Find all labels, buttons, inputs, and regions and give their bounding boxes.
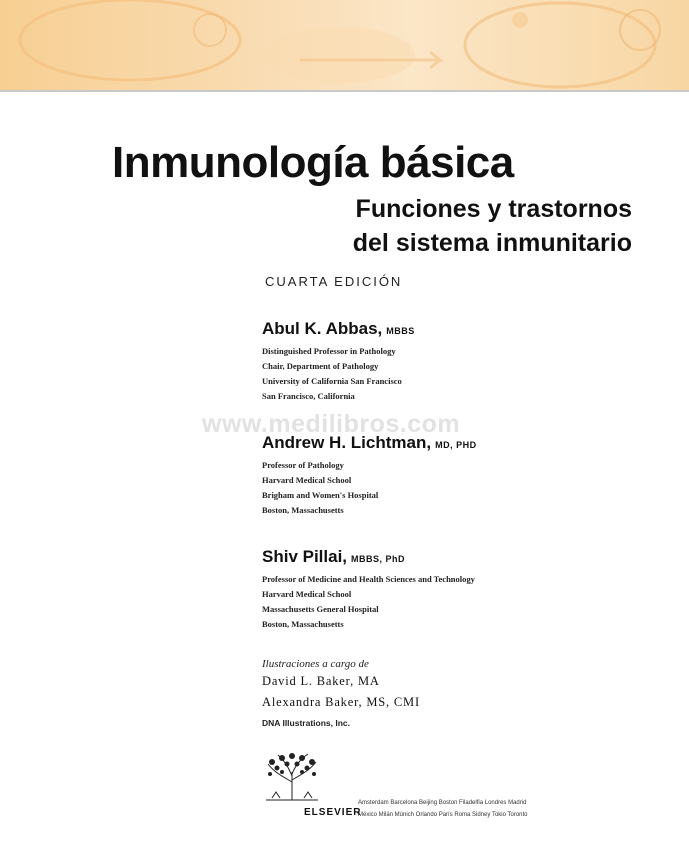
affiliation-line: Professor of Pathology	[262, 460, 344, 470]
illustrator-name: David L. Baker, MA	[262, 674, 380, 688]
author-affiliations	[262, 572, 475, 632]
publisher-cities-line1: Amsterdam Barcelona Beijing Boston Filadelfia Londres Madrid	[358, 800, 527, 806]
affiliation-line: Harvard Medical School	[262, 475, 352, 485]
watermark: www.medilibros.com	[202, 410, 461, 438]
illustrator-name: Alexandra Baker, MS, CMI	[262, 695, 420, 709]
affiliation-line: University of California San Francisco	[262, 376, 402, 386]
author-block	[262, 433, 477, 518]
illustrations-label: Ilustraciones a cargo de	[262, 658, 369, 670]
affiliation-line: Massachusetts General Hospital	[262, 604, 379, 614]
illustration-company: DNA Illustrations, Inc.	[262, 718, 351, 728]
author-block	[262, 319, 415, 404]
affiliation-line: Professor of Medicine and Health Sciences and Technology	[262, 574, 475, 584]
publisher-name: ELSEVIER	[304, 807, 362, 818]
book-title: Inmunología básica	[112, 138, 514, 187]
author-degrees: MBBS	[386, 326, 415, 336]
affiliation-line: Boston, Massachusetts	[262, 619, 344, 629]
book-subtitle-line2: del sistema inmunitario	[352, 229, 632, 257]
author-name: Andrew H. Lichtman, MD, PHD	[262, 433, 477, 452]
author-affiliations	[262, 458, 477, 518]
author-block	[262, 547, 475, 632]
author-name: Shiv Pillai, MBBS, PhD	[262, 547, 406, 566]
affiliation-line: San Francisco, California	[262, 391, 355, 401]
author-name: Abul K. Abbas, MBBS	[262, 319, 415, 338]
affiliation-line: Boston, Massachusetts	[262, 505, 344, 515]
publisher-cities-line2: México Milán Múnich Orlando París Roma Sidney Tokio Toronto	[358, 812, 528, 818]
affiliation-line: Harvard Medical School	[262, 589, 352, 599]
author-affiliations	[262, 344, 415, 404]
affiliation-line: Brigham and Women's Hospital	[262, 490, 379, 500]
author-degrees: MD, PHD	[435, 440, 477, 450]
illustrations-credit	[262, 658, 420, 728]
elsevier-tree-logo-icon	[262, 752, 322, 802]
header-banner	[0, 0, 689, 92]
affiliation-line: Chair, Department of Pathology	[262, 361, 379, 371]
author-degrees: MBBS, PhD	[351, 554, 406, 564]
banner-decoration-icon	[0, 0, 689, 90]
affiliation-line: Distinguished Professor in Pathology	[262, 346, 396, 356]
edition-label: CUARTA EDICIÓN	[265, 274, 403, 289]
book-subtitle-line1: Funciones y trastornos	[355, 195, 632, 223]
